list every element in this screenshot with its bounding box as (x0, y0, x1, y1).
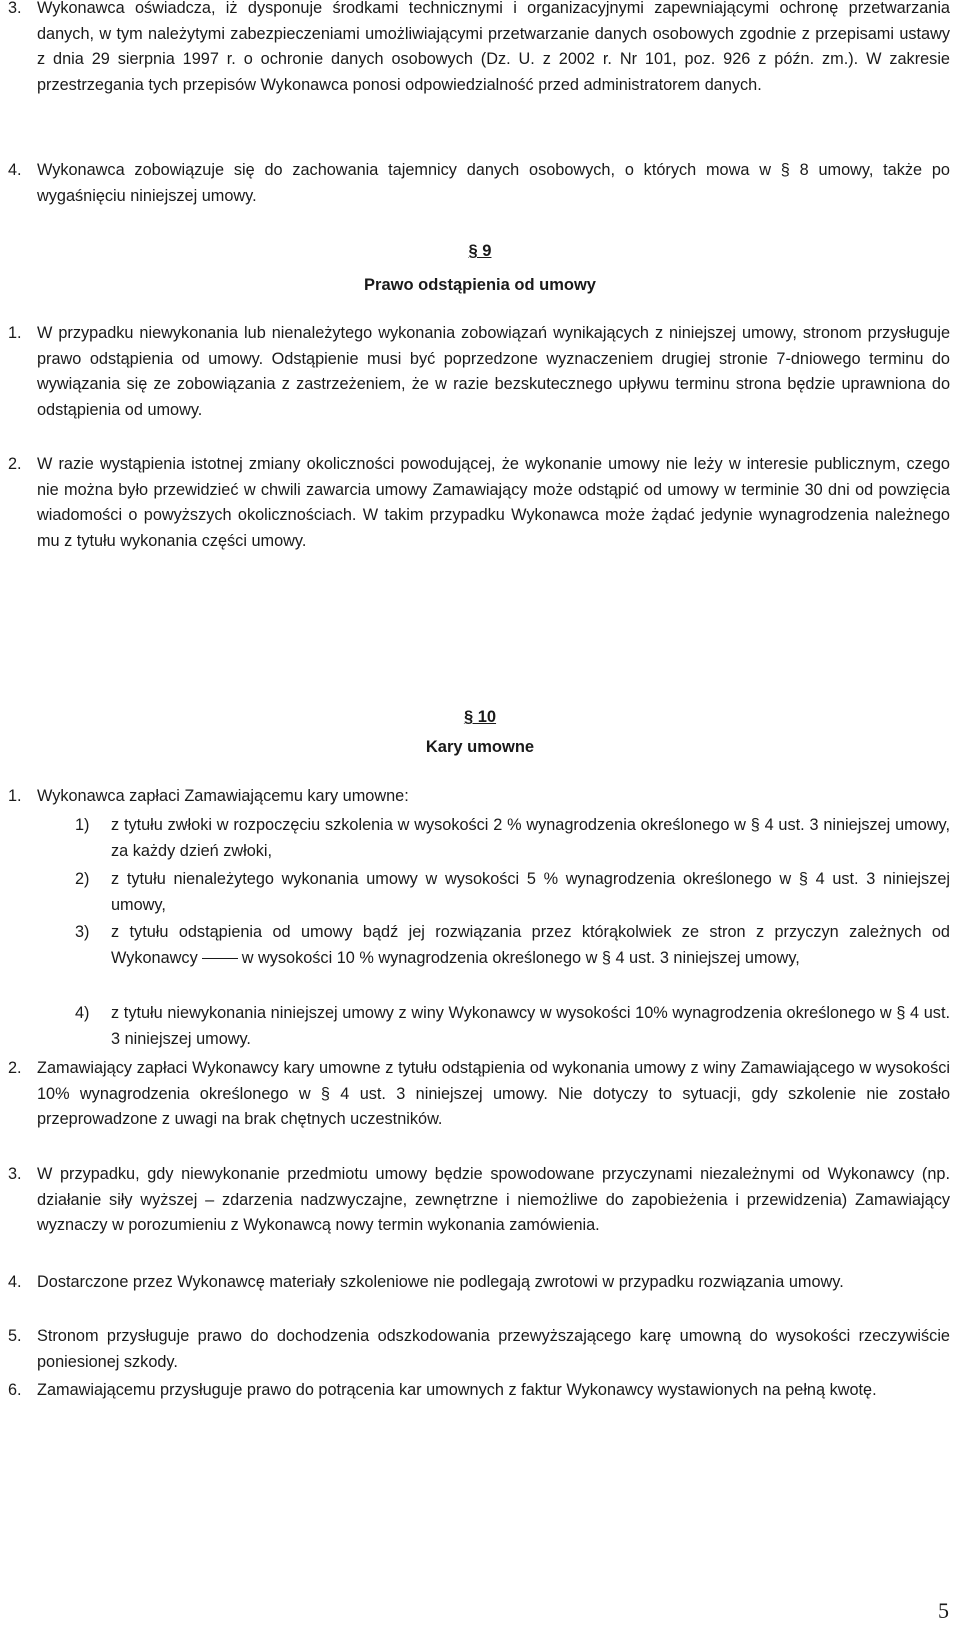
item-text: Wykonawca zobowiązuje się do zachowania tajemnicy danych osobowych, o których mowa w § 8 umowy, także po wygaśnięciu niniejszej umowy. (37, 161, 950, 205)
paragraph-s9-item-2 (8, 452, 950, 554)
item-number: 4. (8, 161, 22, 179)
subitem-text: z tytułu niewykonania niniejszej umowy z winy Wykonawcy w wysokości 10% wynagrodzenia określonego w § 4 ust. 3 niniejszej umowy. (111, 1004, 950, 1048)
section-9-title: Prawo odstąpienia od umowy (364, 276, 596, 294)
paragraph-s10-item-5 (8, 1324, 950, 1375)
item-text: Wykonawca zapłaci Zamawiającemu kary umowne: (37, 787, 409, 805)
subitem-text: z tytułu zwłoki w rozpoczęciu szkolenia w wysokości 2 % wynagrodzenia określonego w § 4 ust. 3 niniejszej umowy, za każdy dzień zwłoki, (111, 816, 950, 860)
section-9-number (0, 238, 960, 264)
paragraph-item-3 (8, 0, 950, 98)
paragraph-s10-item-3 (8, 1162, 950, 1239)
paragraph-item-4 (8, 158, 950, 209)
subitem-text-b: w wysokości 10 % wynagrodzenia określonego w § 4 ust. 3 niniejszej umowy, (241, 948, 800, 967)
subitem-number: 1) (75, 816, 90, 834)
item-number: 6. (8, 1381, 22, 1399)
section-symbol: § 9 (468, 242, 492, 260)
item-number: 2. (8, 455, 22, 473)
paragraph-s10-item-4 (8, 1270, 950, 1296)
subitem-2 (75, 867, 950, 918)
item-text: W razie wystąpienia istotnej zmiany okoliczności powodującej, że wykonanie umowy nie leży w interesie publicznym, czego nie można było przewidzieć w chwili zawarcia umowy Zamawiający może odstąpić od umowy w terminie 30 dni od powzięcia wiadomości o powyższych okolicznościach. W takim przypadku Wykonawca może żądać jedynie wynagrodzenia należnego mu z tytułu wykonania części umowy. (37, 455, 950, 550)
item-text: Wykonawca oświadcza, iż dysponuje środkami technicznymi i organizacyjnymi zapewniającymi ochronę przetwarzania danych, w tym należytymi zabezpieczeniami umożliwiającymi przetwarzanie danych osobowych zgodnie z przepisami ustawy z dnia 29 sierpnia 1997 r. o ochronie danych osobowych (Dz. U. z 2002 r. Nr 101, poz. 926 z późn. zm.). W zakresie przestrzegania tych przepisów Wykonawca ponosi odpowiedzialność przed administratorem danych. (37, 0, 950, 94)
subitem-number: 2) (75, 870, 90, 888)
section-symbol: § 10 (463, 708, 497, 726)
item-number: 4. (8, 1273, 22, 1291)
subitem-4 (75, 1001, 950, 1052)
paragraph-s10-item-6 (8, 1378, 950, 1404)
item-number: 2. (8, 1059, 22, 1077)
item-number: 5. (8, 1327, 22, 1345)
section-10-number (0, 704, 960, 730)
subitem-text: z tytułu nienależytego wykonania umowy w wysokości 5 % wynagrodzenia określonego w § 4 ust. 3 niniejszej umowy, (111, 870, 950, 914)
item-text: Zamawiającemu przysługuje prawo do potrącenia kar umownych z faktur Wykonawcy wystawionych na pełną kwotę. (37, 1381, 877, 1399)
item-text: Dostarczone przez Wykonawcę materiały szkoleniowe nie podlegają zwrotowi w przypadku rozwiązania umowy. (37, 1273, 844, 1291)
item-number: 3. (8, 1165, 22, 1183)
section-10-title: Kary umowne (425, 738, 535, 756)
subitem-3 (75, 920, 950, 971)
paragraph-s10-item-2 (8, 1056, 950, 1133)
item-number: 1. (8, 324, 22, 342)
item-text: W przypadku, gdy niewykonanie przedmiotu umowy będzie spowodowane przyczynami niezależnymi od Wykonawcy (np. działanie siły wyższej – zdarzenia nadzwyczajne, zewnętrzne i niemożliwe do zapobieżenia i przewidzenia) Zamawiający wyznaczy w porozumieniu z Wykonawcą nowy termin wykonania zamówienia. (37, 1165, 950, 1234)
dash-line (202, 958, 238, 959)
item-number: 3. (8, 0, 22, 17)
item-number: 1. (8, 787, 22, 805)
item-text: W przypadku niewykonania lub nienależytego wykonania zobowiązań wynikających z niniejszej umowy, stronom przysługuje prawo odstąpienia od umowy. Odstąpienie musi być poprzedzone wyznaczeniem drugiej stronie 7-dniowego terminu do wywiązania się ze zobowiązania z zastrzeżeniem, że w razie bezskutecznego upływu terminu strona będzie uprawniona do odstąpienia od umowy. (37, 324, 950, 419)
subitem-text (111, 920, 950, 971)
subitem-number: 3) (75, 923, 90, 941)
item-text: Stronom przysługuje prawo do dochodzenia odszkodowania przewyższającego karę umowną do wysokości rzeczywiście poniesionej szkody. (37, 1327, 950, 1371)
paragraph-s9-item-1 (8, 321, 950, 423)
item-text: Zamawiający zapłaci Wykonawcy kary umowne z tytułu odstąpienia od wykonania umowy z winy Zamawiającego w wysokości 10% wynagrodzenia określonego w § 4 ust. 3 niniejszej umowy. Nie dotyczy to sytuacji, gdy szkolenie nie zostało przeprowadzone z uwagi na brak chętnych uczestników. (37, 1059, 950, 1128)
subitem-number: 4) (75, 1004, 90, 1022)
paragraph-s10-item-1 (8, 784, 950, 810)
subitem-text-a: z tytułu odstąpienia od umowy bądź jej rozwiązania przez którąkolwiek ze stron z przyczyn zależnych od Wykonawcy (111, 923, 950, 967)
subitem-1 (75, 813, 950, 864)
page-number: 5 (938, 1598, 949, 1623)
